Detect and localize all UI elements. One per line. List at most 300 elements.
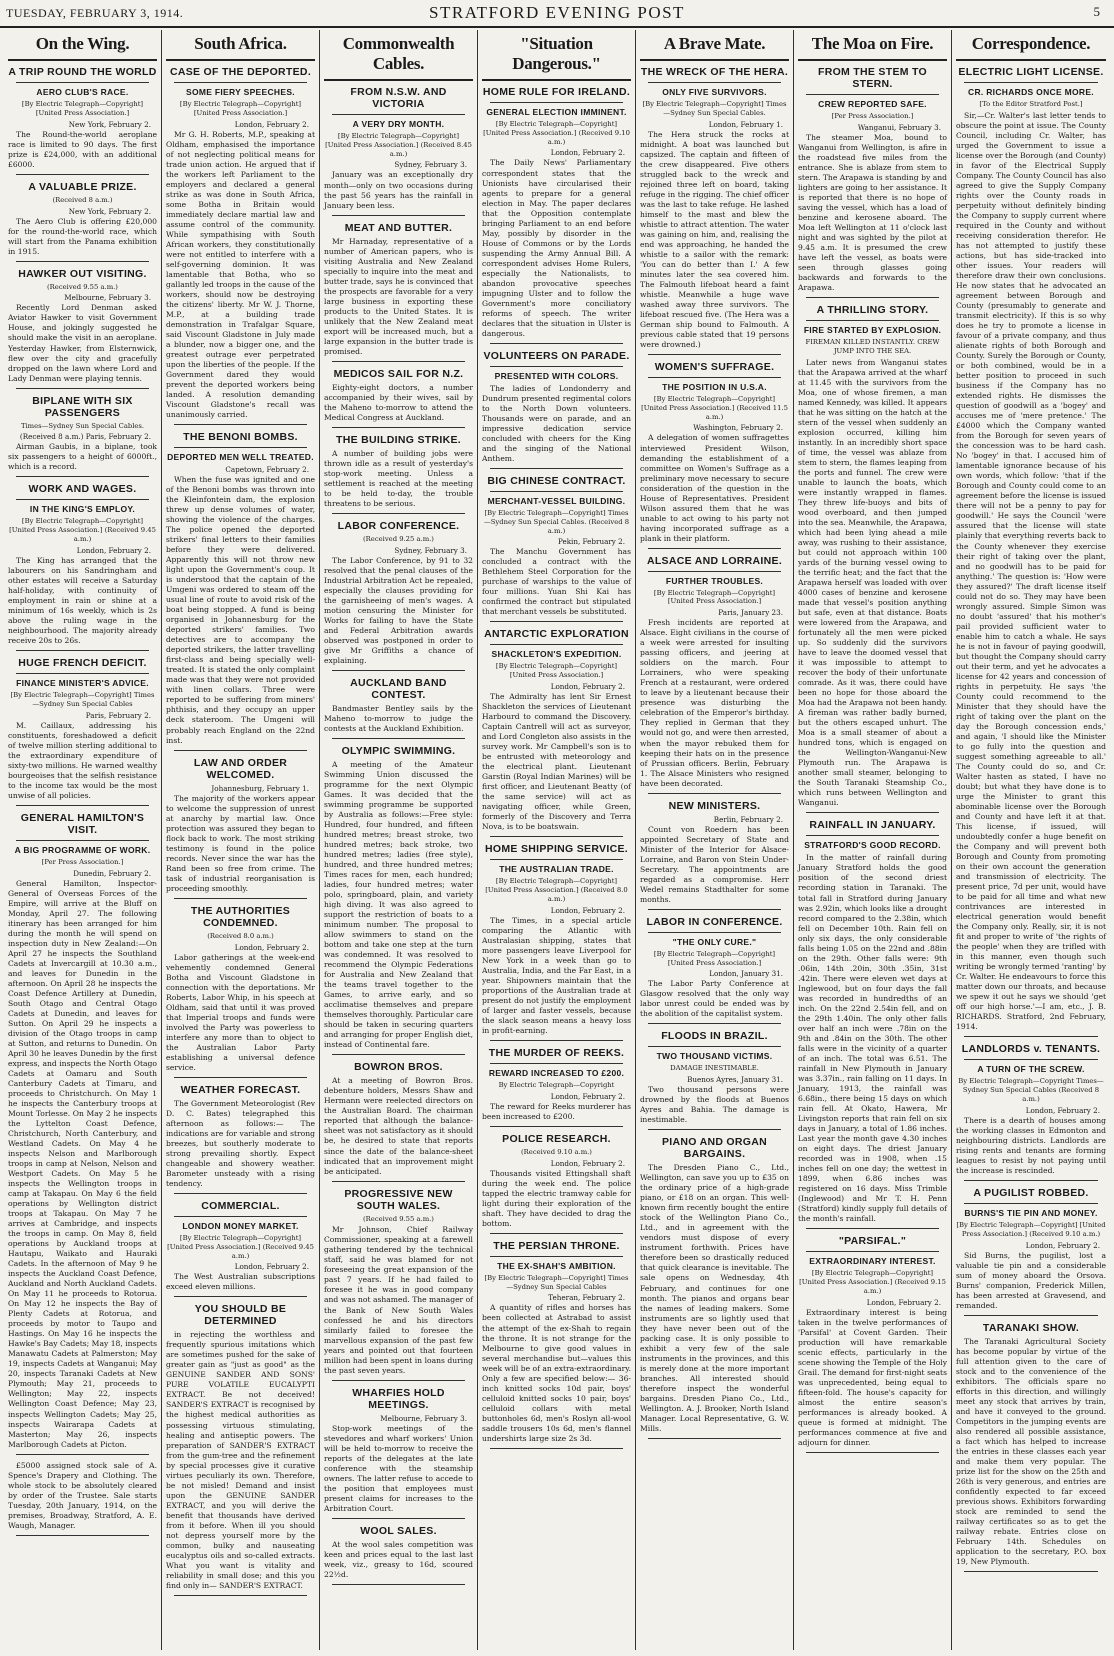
- story-byline: (Received 9.10 a.m.): [521, 1147, 592, 1156]
- story-divider: [16, 650, 149, 651]
- story-headline: ALSACE AND LORRAINE.: [646, 554, 783, 567]
- headline-rule: [964, 1203, 1098, 1204]
- story-divider: [332, 1181, 465, 1182]
- headline-rule: [490, 859, 623, 860]
- story-headline: THE BUILDING STRIKE.: [335, 433, 461, 446]
- story-divider: [806, 297, 939, 298]
- story-subheadline: FURTHER TROUBLES.: [665, 575, 764, 586]
- news-story: [324, 222, 473, 362]
- column-heading: "Situation Dangerous.": [482, 30, 631, 81]
- story-body: The steamer Moa, bound to Wanganui from Wellington, is afire in the roadstead five miles from the entrance. She is ablaze from stem to stern. The Arapawa is standing by and lighters are going to her assistance. It is reported that there is no hope of saving the vessel, which has a load of benzine and kerosene aboard. The Moa left Wellington at 11 o'clock last night and was sighted by the pilot at 9.45 a.m. It is presumed the crew have left the vessel, as boats were seen through glasses going backwards and forwards to the Arapawa.: [798, 132, 947, 293]
- story-divider: [332, 1054, 465, 1055]
- story-headline: YOU SHOULD BE DETERMINED: [194, 1303, 287, 1328]
- story-body: The Admiralty has lent Sir Ernest Shackleton the services of Lieutenant Harbourd to command the Discovery. Captain Cantrell will act as surveyor, and Lord Congleton also assists in the survey work. Mr Campbell's son is to be entrusted with meteorology and the electrical plant. Lieutenant Garstin (Royal Indian Marines) will be first officer, and Lieutenant Beatty (of the same service) will act as navigating officer, while Green, formerly of the Discovery and Terra Nova, is to be boatswain.: [482, 692, 631, 832]
- story-headline: A VALUABLE PRIZE.: [28, 180, 137, 193]
- headline-rule: [806, 1251, 939, 1252]
- story-body: The West Australian subscriptions exceed eleven millions.: [166, 1272, 315, 1292]
- news-story: [324, 368, 473, 428]
- news-story: [166, 66, 315, 425]
- story-divider: [806, 1228, 939, 1229]
- story-body: January was an exceptionally dry month—only on two occasions during the past 56 years has the rainfall in January been less.: [324, 170, 473, 210]
- story-byline: [By Electric Telegraph—Copyright] [United Press Association.]: [179, 100, 302, 117]
- story-headline: BOWRON BROS.: [354, 1061, 443, 1074]
- story-headline: ELECTRIC LIGHT LICENSE.: [958, 66, 1104, 78]
- story-headline: THE WRECK OF THE HERA.: [640, 66, 789, 78]
- story-body: The Hera struck the rocks at midnight. A boat was launched but capsized. The captain and fifteen of the crew disappeared. Five others struggled back to the wreck and rejoined three left on board, taking refuge in the rigging. The chief officer was the last to take refuge. He lashed himself to the mast and blew the whistle to attract attention. The water was gaining on him, and, realising the end was approaching, he handed the whistle to a sailor with the remark: 'You can do better than I.' A few minutes later the sea covered him. The Falmouth lifeboat heard a faint whistle. Meanwhile a huge wave washed away three survivors. The lifeboat rescued five. (The Hera was a German ship bound to Falmouth. A previous cable stated that 19 persons were drowned.): [640, 129, 789, 349]
- story-body: M. Caillaux, addressing his constituents, foreshadowed a deficit of twelve million sterling additional to the extraordinary expenditure of sixty-two millions. He warned wealthy bourgeoises that the selfish resistance to the income tax would be the most unwise of all policies.: [8, 720, 157, 800]
- story-byline: [By Electric Telegraph—Copyright] Times—Sydney Sun Special Cables: [10, 691, 155, 708]
- story-body: The Manchu Government has concluded a contract with the Bethlehem Steel Corporation for the purchase of warships to the value of four millions. Yuan Shi Kai has confirmed the contract but stipulated that merchant vessels be substituted.: [482, 547, 631, 617]
- story-body: There is a dearth of houses among the working classes in Edmonton and neighbouring districts. Landlords are rising rents and tenants are forming leagues to resist by not paying until the increase is rescinded.: [956, 1115, 1106, 1175]
- story-dateline: Johannesburg, February 1.: [211, 783, 309, 793]
- story-headline: BIG CHINESE CONTRACT.: [487, 474, 626, 487]
- story-headline: BIPLANE WITH SIX PASSENGERS: [32, 394, 133, 419]
- story-headline: HUGE FRENCH DEFICIT.: [18, 657, 147, 670]
- news-story: [640, 916, 789, 1025]
- news-story: [8, 657, 157, 806]
- story-subheadline: DEPORTED MEN WELL TREATED.: [167, 452, 314, 463]
- story-byline: [By Electric Telegraph—Copyright] [United Press Association.] (Received 9.45 a.m.): [9, 517, 156, 544]
- story-body: Fresh incidents are reported at Alsace. Eight civilians in the course of a week were arrested for insulting passing officers, and jeering at soldiers on the march. Four Lorrainers, who were speaking French at a restaurant, were ordered to leave by a lieutenant because their presence was disturbing the celebration of the Emperor's birthday. They replied in German that they would not go, and were then arrested, when the mayor rebuked them for keeping their hats on in the presence of Prussian officers. Berlin, February 1. The Alsace Ministers who resigned have been decorated.: [640, 618, 789, 788]
- story-headline: HAWKER OUT VISITING.: [18, 267, 147, 280]
- headline-rule: [648, 377, 781, 378]
- story-dateline: (Received 8 a.m.) Paris, February 2.: [19, 432, 151, 442]
- headline-rule: [648, 932, 781, 933]
- headline-rule: [490, 1256, 623, 1257]
- news-story: [8, 812, 157, 1455]
- story-divider: [332, 427, 465, 428]
- story-divider: [490, 1448, 623, 1449]
- story-divider: [174, 1193, 307, 1194]
- news-story: [8, 268, 157, 389]
- story-dateline: London, February 2.: [550, 1091, 625, 1101]
- story-divider: [964, 1571, 1098, 1572]
- news-story: [324, 434, 473, 514]
- story-divider: [332, 513, 465, 514]
- story-headline: "PARSIFAL.": [838, 1235, 907, 1248]
- news-story: [956, 1043, 1106, 1181]
- story-headline: PROGRESSIVE NEW SOUTH WALES.: [344, 1187, 453, 1212]
- story-body: Airman Gaubis, in a biplane, took six passengers to a height of 6000ft., which is a record.: [8, 442, 157, 472]
- issue-date: TUESDAY, FEBRUARY 3, 1914.: [6, 6, 184, 20]
- news-story: [166, 905, 315, 1078]
- story-headline: TARANAKI SHOW.: [982, 1321, 1080, 1334]
- story-subheadline: AERO CLUB'S RACE.: [36, 87, 129, 97]
- headline-rule: [648, 571, 781, 572]
- news-story: [640, 800, 789, 910]
- story-headline: LABOR IN CONFERENCE.: [646, 915, 783, 928]
- story-headline: A PUGILIST ROBBED.: [973, 1186, 1089, 1199]
- story-byline: (Received 9.55 a.m.): [363, 1214, 434, 1223]
- story-subheadline: SHACKLETON'S EXPEDITION.: [491, 649, 622, 660]
- story-body: Labor gatherings at the week-end vehemently condemned General Botha and Viscount Gladstone in connection with the deportations. Mr Roberts, Labor Whip, in his speech at Oldham, said that until it was proved that Imperial troops and funds were involved the Party was powerless to interfere any more than to object to the Australian Labor Party establishing a universal defence service.: [166, 952, 315, 1072]
- news-column: [478, 30, 636, 1650]
- story-subheadline: MERCHANT-VESSEL BUILDING.: [487, 495, 626, 506]
- story-body: Sid Burns, the pugilist, lost a valuable tie pin and a considerable sum of money aboard the Orsova. Burns' companion, Frederick Millen, has been arrested at Gravesend, and remanded.: [956, 1250, 1106, 1310]
- story-body: The Aero Club is offering £20,000 for the round-the-world race, which will start from the Panama exhibition in 1915.: [8, 216, 157, 256]
- news-story: [482, 628, 631, 837]
- story-subheadline: EXTRAORDINARY INTEREST.: [809, 1256, 936, 1267]
- story-body: £5000 assigned stock sale of A. Spence's Drapery and Clothing. The whole stock to be absolutely cleared by order of the Trustee. Sale starts Tuesday, 20th January, 1914, on the premises, Broadway, Stratford, A. E. Waugh, Manager.: [8, 1460, 157, 1530]
- story-subheadline: FINANCE MINISTER'S ADVICE.: [16, 678, 149, 689]
- story-divider: [490, 468, 623, 469]
- story-divider: [174, 898, 307, 899]
- story-subheadline: CR. RICHARDS ONCE MORE.: [968, 87, 1094, 97]
- news-column: [320, 30, 478, 1650]
- story-body: The Taranaki Agricultural Society has become popular by virtue of the full attention given to the care of stock and to the convenience of the exhibitors. The officials spare no efforts in this direction, and willingly meet any stock that arrives by train, and have it conveyed to the ground. Competitors in the jumping events are also rendered all possible assistance, a fact which has helped to increase the entries in these classes each year and make them very popular. The prize list for the show on the 25th and 26th is very generous, and entries are confidently expected to far exceed previous shows. Exhibitors forwarding stock are reminded to send the railway certificates so as to get the railway rebate. Entries close on February 14th. Schedules on application to the secretary, P.O. box 19, New Plymouth.: [956, 1336, 1106, 1566]
- headline-rule: [332, 114, 465, 115]
- newspaper-title: STRATFORD EVENING POST: [429, 3, 685, 22]
- story-dateline: London, February 2.: [866, 1297, 941, 1307]
- story-dateline: London, February 2.: [234, 119, 309, 129]
- story-subheadline: GENERAL ELECTION IMMINENT.: [486, 107, 627, 117]
- news-story: [166, 431, 315, 750]
- story-headline: NEW MINISTERS.: [668, 799, 761, 812]
- story-byline: [By Electric Telegraph—Copyright] [United Press Association.] (Received 8.45 a.m.): [325, 132, 472, 158]
- story-subheadline: LONDON MONEY MARKET.: [182, 1220, 299, 1231]
- story-headline: THE AUTHORITIES CONDEMNED.: [190, 904, 291, 929]
- headline-rule: [806, 94, 939, 95]
- news-story: [324, 745, 473, 1055]
- news-story: [324, 520, 473, 671]
- news-story: [8, 483, 157, 651]
- story-divider: [648, 1129, 781, 1130]
- story-dateline: New York, February 2.: [68, 206, 151, 216]
- story-byline: [By Electric Telegraph—Copyright] [United Press Association.] (Received 11.5 a.m.): [641, 395, 788, 421]
- story-divider: [332, 361, 465, 362]
- news-story: [640, 66, 789, 355]
- headline-rule: [490, 366, 623, 367]
- story-subheadline: "THE ONLY CURE.": [672, 936, 757, 947]
- story-byline: [By Electric Telegraph—Copyright] [United Press Association.] (Received 9.10 a.m.): [483, 120, 630, 146]
- news-story: [324, 1188, 473, 1381]
- story-body: Sir,—Cr. Walter's last letter tends to obscure the point at issue. The County Council, including Cr. Walter, has urged the Government to issue a license over the Borough (and County) in favor of the Electrical Supply Company. The County Council has also agreed to give the Supply Company rights over the County roads in perpetuity without definitely binding the Company to supply current where required in the County and without receiving consideration therefor. He has not attempted to justify these actions, but has side-tracked into other issues. Your readers will therefore draw their own conclusions. He now states that he advocated an agreement between Borough and County (presumably to generate and transmit electricity). If this is so why does he try to promote a license in favour of a private company, and thus alienate rights of both Borough and County. Surely the Borough or County, or both combined, would be in a better position to proceed in such business if the Company has no extended rights. He dismisses the question of goodwill as a 'bogey' and accuses me of 'mere pretence.' The £4000 which the Company wanted from the Borough for seven years of the concession was to be hard cash. No 'bogey' in that. I accused him of lamentable ignorance because of his own words, which follow: 'that if the Borough and County could come to an agreement before the license is issued there will not be a penny to pay for goodwill.' He says the Council 'were assured that the license will state plainly that everything reverts back to the County whenever they exercise their right of taking over the plant, and no goodwill has to be paid for anything.' The question is: 'How were they assured?' The draft license itself could not do so. They may have been wrongly assured. Simple Simon was no doubt 'assured' that his mother's pail provided sufficient water to enable him to catch a whale. He says he is not in favour of paying goodwill, but thought the Company should carry out their term, and yet he advocates a license for 42 years and concession of rights in perpetuity. He says 'the County could recommend to the Minister that they should have the right of taking over the plant on the day the Borough concession ends,' and again, 'I should like the Minister to go fully into the question and suggest something agreeable to all.' The County could do so, and Cr. Walter hasten as stated, I have no doubt; but what they have done is to urge the Minister to grant this abominable license over the Borough and County and have left it at that. This license, if issued, will undoubtedly confer a huge benefit on the Company and will prevent both Borough and County from promoting on their own account the generation and transmission of electricity. The present price, 7d per unit, would have to be paid for all time and what new contrivances are interested in electrical generation would benefit the Company only. Really, sir, it is not fit and proper to write of 'the rights of the people' when they are trifled with in this manner, even though such writing be wrongly termed 'ranting' by Cr. Walter. He endeavours to force this matter down our throats, and because we spew it out he says we should 'get off our high horse.'—I am, etc., J. B. RICHARDS. Stratford, 2nd February, 1914.: [956, 110, 1106, 1032]
- story-byline: (Received 9.55 a.m.): [47, 282, 118, 291]
- story-body: The majority of the workers appear to welcome the suppression of unrest at anarchy by martial law. Once protection was assured they began to flock back to work. The most striking testimony is found in the police records. Never since the war has the Rand been so free from crime. The task of industrial reorganisation is proceeding smoothly.: [166, 793, 315, 893]
- headline-rule: [16, 840, 149, 841]
- story-divider: [332, 215, 465, 216]
- story-byline: [By Electric Telegraph—Copyright] [United Press Association.] (Received 9.45 a.m.): [167, 1233, 314, 1260]
- story-dateline: London, February 1.: [708, 119, 783, 129]
- news-story: [324, 1387, 473, 1519]
- story-subheadline: THE AUSTRALIAN TRADE.: [499, 864, 614, 875]
- story-subheadline: FIRE STARTED BY EXPLOSION.: [803, 325, 942, 336]
- news-story: [8, 66, 157, 175]
- story-body: A delegation of women suffragettes interviewed President Wilson, demanding the establishment of a committee on Women's Suffrage as a preliminary move necessary to secure consideration of the question in the House of Representatives. President Wilson assured them that he was unable to act owing to his party not having incorporated suffrage as a plank in their platform.: [640, 433, 789, 543]
- story-byline: [By Electric Telegraph—Copyright] [United Press Association.] (Received 9.10 a.m.): [956, 1220, 1106, 1238]
- story-divider: [648, 548, 781, 549]
- story-headline: RAINFALL IN JANUARY.: [809, 819, 936, 832]
- story-headline: WOMEN'S SUFFRAGE.: [654, 361, 775, 373]
- headline-rule: [964, 1059, 1098, 1060]
- news-story: [798, 1235, 947, 1453]
- story-headline: WORK AND WAGES.: [28, 483, 137, 496]
- story-byline: [By Electric Telegraph—Copyright] Times—Sydney Sun Special Cables. (Received 8 a.m.): [483, 508, 630, 535]
- column-heading: A Brave Mate.: [640, 30, 789, 61]
- story-divider: [16, 1535, 149, 1536]
- news-story: [324, 86, 473, 216]
- story-body: Count von Roedern has been appointed Secretary of State and Minister of the Interior for Alsace-Lorraine, and Baron von Stein Under-Secretary. The appointments are regarded as a compromise. Herr Wedel remains Stadthalter for some months.: [640, 824, 789, 904]
- column-heading: The Moa on Fire.: [798, 30, 947, 61]
- story-divider: [332, 1380, 465, 1381]
- story-headline: WOOL SALES.: [360, 1524, 437, 1537]
- story-dateline: Sydney, February 3.: [394, 545, 467, 555]
- story-divider: [16, 476, 149, 477]
- news-story: [482, 1240, 631, 1449]
- story-byline: (Received 8 a.m.): [52, 195, 113, 204]
- story-body: Mr G. H. Roberts, M.P., speaking at Oldham, emphasised the importance of not neglecting political means for trade union action. He argued that if the workers left Parliament to the employers and declared a general strike as was done in South Africa, some Botha in Britain would immediately declare martial law and assume control of the community. While sympathising with South African workers, they constitutionally were not entitled to interfere with a self-governing dominion. It was lamentable that Botha, who so gallantly led troops in the cause of the workers, should now be destroying the citizens' liberty. Mr W. J. Thorne, M.P., at a building trade demonstration in Trafalgar Square, said Viscount Gladstone in July made a blunder, now a bigger one, and the greatest outrage ever perpetrated upon the liberties of the people. If the Government dared they would prevent the deported workers being landed. A resolution demanding Viscount Gladstone's recall was unanimously carried.: [166, 129, 315, 420]
- story-subheadline: A BIG PROGRAMME OF WORK.: [14, 844, 151, 855]
- news-story: [166, 1084, 315, 1194]
- story-dateline: London, February 2.: [1025, 1240, 1100, 1250]
- story-headline: LABOR CONFERENCE.: [337, 519, 460, 532]
- news-story: [324, 1525, 473, 1585]
- story-divider: [806, 812, 939, 813]
- news-story: [482, 1047, 631, 1127]
- story-dateline: Melbourne, February 3.: [64, 293, 151, 303]
- story-body: The King has arranged that the labourers on his Sandringham and other estates will receive a Saturday half-holiday, with continuity of employment in rain or shine at a minimum of 16s weekly, which is 2s above the ruling wage in the neighbourhood. The majority already receive 20s to 26s.: [8, 555, 157, 646]
- story-body: The Government Meteorologist (Rev D. C. Bates) telegraphed this afternoon as follows:— The indications are for variable and strong breezes, but southerly moderate to strong prevailing shortly. Expect changeable and showery weather. Barometer unsteady with a rising tendency.: [166, 1098, 315, 1188]
- news-story: [166, 1200, 315, 1298]
- news-story: [956, 66, 1106, 1037]
- news-column: [636, 30, 794, 1650]
- column-heading: South Africa.: [166, 30, 315, 61]
- story-dateline: Buenos Ayres, January 31.: [687, 1075, 783, 1085]
- story-dateline: Dunedin, February 2.: [73, 868, 151, 878]
- headline-rule: [806, 320, 939, 321]
- headline-rule: [490, 102, 623, 103]
- story-body: When the fuse was ignited and one of the Benoni bombs was thrown into the Kleinfontein dam, the explosion threw up dense volumes of water, showing the violence of the charges. The police opened the deported strikers' final letters to their families before they were delivered. Apparently this will not throw new light upon the Government's coup. It is understood that the captain of the Umgeni was ordered to steam off the usual line of route to avoid risk of the boat being stopped. A fund is being organised in Johannesburg for the deported strikers' families. Two detectives are to accompany the deported strikers, the latter travelling first-class and being specially well-treated. It is stated the only complaint made was that they were not provided with linen collars. Three were reported to be suffering from miners' phthisis, and they occupy an upper deck stateroom. The Umgeni will probably reach England on the 22nd inst.: [166, 475, 315, 745]
- news-columns: [4, 30, 1110, 1650]
- story-divider: [490, 836, 623, 837]
- story-subheadline: BURNS'S TIE PIN AND MONEY.: [964, 1207, 1098, 1218]
- story-byline: FIREMAN KILLED INSTANTLY. CREW JUMP INTO THE SEA.: [805, 338, 940, 355]
- story-headline: A THRILLING STORY.: [816, 304, 929, 317]
- story-dateline: London, February 2.: [550, 682, 625, 692]
- story-headline: CASE OF THE DEPORTED.: [169, 66, 312, 78]
- headline-rule: [174, 447, 307, 448]
- story-divider: [16, 174, 149, 175]
- news-story: [482, 475, 631, 623]
- story-divider: [332, 1584, 465, 1585]
- story-body: The Round-the-world aeroplane race is limited to 90 days. The first prize is £24,000, with an additional £6000.: [8, 129, 157, 169]
- story-divider: [648, 1023, 781, 1024]
- news-column: [794, 30, 952, 1650]
- story-byline: Times—Sydney Sun Special Cables.: [20, 421, 145, 430]
- story-divider: [490, 1040, 623, 1041]
- story-divider: [16, 388, 149, 389]
- story-dateline: London, February 2.: [234, 942, 309, 952]
- story-dateline: New York, February 2.: [68, 119, 151, 129]
- column-heading: On the Wing.: [8, 30, 157, 61]
- story-headline: MEAT AND BUTTER.: [344, 221, 453, 234]
- story-body: At the wool sales competition was keen and prices equal to the last last week, viz., greasy to 16d, scoured 22½d.: [324, 1539, 473, 1579]
- news-story: [166, 757, 315, 899]
- headline-rule: [964, 82, 1098, 83]
- news-story: [166, 1303, 315, 1595]
- story-headline: GENERAL HAMILTON'S VISIT.: [20, 811, 145, 836]
- story-subheadline: A VERY DRY MONTH.: [352, 119, 445, 129]
- story-divider: [648, 354, 781, 355]
- headline-rule: [648, 1046, 781, 1047]
- story-byline: [By Electric Telegraph—Copyright] [United Press Association.]: [495, 662, 618, 680]
- headline-rule: [16, 499, 149, 500]
- story-divider: [964, 1315, 1098, 1316]
- story-body: The Labor Party Conference at Glasgow resolved that the only way labor unrest could be ended was by the abolition of the capitalist system.: [640, 979, 789, 1019]
- story-subheadline: THE POSITION IN U.S.A.: [662, 382, 767, 392]
- news-story: [482, 86, 631, 344]
- story-divider: [806, 1452, 939, 1453]
- headline-rule: [806, 835, 939, 836]
- story-divider: [332, 738, 465, 739]
- story-headline: FROM N.S.W. AND VICTORIA: [350, 86, 447, 110]
- story-dateline: Paris, February 2.: [85, 710, 151, 720]
- story-headline: THE PERSIAN THRONE.: [493, 1239, 620, 1252]
- story-byline: DAMAGE INESTIMABLE.: [670, 1064, 759, 1073]
- story-subheadline: REWARD INCREASED TO £200.: [488, 1068, 625, 1079]
- masthead: [0, 0, 1114, 28]
- story-dateline: Pekin, February 2.: [557, 537, 625, 547]
- story-byline: [Per Press Association.]: [41, 857, 124, 866]
- story-byline: [Per Press Association.]: [831, 112, 914, 120]
- story-body: Recently Lord Denman asked Aviator Hawker to visit Government House, and jokingly suggested he should make the visit in an aeroplane. Yesterday Hawker, from Elsternwick, flew over the city and gracefully dropped on the lawn where Lord and Lady Denman were playing tennis.: [8, 303, 157, 383]
- news-story: [482, 1133, 631, 1234]
- story-byline: By Electric Telegraph—Copyright: [498, 1081, 615, 1090]
- story-divider: [648, 1438, 781, 1439]
- story-divider: [490, 621, 623, 622]
- headline-rule: [174, 1216, 307, 1217]
- story-subheadline: SOME FIERY SPEECHES.: [186, 87, 295, 97]
- story-divider: [332, 670, 465, 671]
- story-headline: OLYMPIC SWIMMING.: [341, 744, 456, 757]
- story-divider: [490, 1126, 623, 1127]
- story-byline: [By Electric Telegraph—Copyright] [United Press Association.] (Received 9.15 a.m.): [799, 1269, 946, 1295]
- story-body: Bandmaster Bentley sails by the Maheno to-morrow to judge the contests at the Auckland Exhibition.: [324, 703, 473, 733]
- story-subheadline: STRATFORD'S GOOD RECORD.: [804, 840, 941, 851]
- story-subheadline: IN THE KING'S EMPLOY.: [29, 504, 136, 515]
- news-story: [8, 181, 157, 262]
- story-subheadline: THE EX-SHAH'S AMBITION.: [497, 1260, 616, 1271]
- story-headline: PIANO AND ORGAN BARGAINS.: [661, 1136, 768, 1161]
- news-story: [798, 66, 947, 298]
- column-heading: Correspondence.: [956, 30, 1106, 61]
- story-byline: [By Electric Telegraph—Copyright] [United Press Association.] (Received 8.0 a.m.): [485, 877, 628, 904]
- story-body: The reward for Reeks murderer has been increased to £200.: [482, 1101, 631, 1121]
- news-story: [640, 555, 789, 794]
- column-heading: Commonwealth Cables.: [324, 30, 473, 81]
- story-headline: THE MURDER OF REEKS.: [488, 1047, 625, 1060]
- story-divider: [174, 1296, 307, 1297]
- story-headline: WHARFIES HOLD MEETINGS.: [352, 1386, 445, 1411]
- story-headline: LAW AND ORDER WELCOMED.: [193, 756, 288, 781]
- story-dateline: Teheran, February 2.: [548, 1293, 625, 1303]
- story-headline: MEDICOS SAIL FOR N.Z.: [333, 367, 464, 380]
- news-story: [8, 395, 157, 478]
- news-story: [324, 677, 473, 739]
- story-subheadline: PRESENTED WITH COLORS.: [494, 370, 619, 381]
- news-story: [482, 350, 631, 469]
- story-body: The Daily News' Parliamentary correspondent states that the Unionists have circularised their agents to prepare for a general election in May. The paper declares that the Opposition contemplate bringing Parliament to an end before May, possibly by disorder in the House of Commons or by the Lords suspending the Army Annual Bill. A correspondent advises Home Rulers, especially the Nationalists, to abandon provocative speeches impugning Ulster and to follow the Government's more conciliatory reforms of speech. The writer declares that the situation in Ulster is dangerous.: [482, 158, 631, 338]
- story-body: In the matter of rainfall during January Stratford holds the good position of the second driest recording station in Taranaki. The total fall in Stratford during January was 2.92in, which looks like a drought record compared to the 2.38in, which fell on December 10th. Rain fell on only six days, the only considerable falls being 1.05 on the 22nd and .88in on the 29th. Other falls were: 9th .06in, 14th .20in, 30th .35in, 31st .42in. There were eleven wet days at Inglewood, but on four days the fall was recorded in hundredths of an inch. On the 22nd 2.54in fell, and on the 29th 1.40in. The only other falls over half an inch were .78in on the 9th and .84in on the 30th. The other falls were in the vicinity of a quarter of an inch. The total was 6.51. The rainfall in New Plymouth in January was 3.37in., rain falling on 11 days. In January, 1913, the rainfall was 6.68in., there being 15 days on which rain fell. At Okato, Hawera, Mr Livingston reports that rain fell on six days in January, a total of 1.86 inches. Last year the month gave 4.30 inches on eight days. The driest January recorded was in 1908, when .15 inches fell on one day; the wettest in 1899, when 6.86 inches was registered on 16 days. Miss Trimble (Inglewood) and Mr T. H. Penn (Stratford) kindly supply full details of the month's rainfall.: [798, 853, 947, 1223]
- story-headline: HOME RULE FOR IRELAND.: [482, 86, 631, 98]
- page-number: 5: [1093, 4, 1100, 19]
- story-body: General Hamilton, Inspector-General of Overseas Forces of the Empire, will arrive at the Bluff on Monday, April 27. The following itinerary has been arranged for him during the month he will spend on inspection duty in New Zealand:—On April 27 he inspects the Southland Cadets at Invercargill at 10.30 a.m., and leaves for Dunedin in the afternoon. On April 28 he inspects the Coast Defence Artillery at Dunedin, South Otago and Central Otago Cadets at Dunedin, and leaves for Sutton. On April 29 he inspects a division of the Otago troops in camp at Sutton, and returns to Dunedin. On April 30 he leaves Dunedin by the first express, and inspects the North Otago Cadets at Oamaru and South Canterbury Cadets at Timaru, and proceeds to Christchurch. On May 1 he inspects the Canterbury troops at Mount Torlesse. On May 2 he inspects the Lyttelton Coast Defence, Christchurch, North Canterbury, and Westland Cadets. On May 4 he inspects Nelson and Marlborough troops in camp at Nelson, Nelson and Westport Cadets. On May 5 he inspects the Wellington troops in camp at Takapau. On May 6 the field operations by Wellington district troops at Takapau. On May 7 he arrives at Cambridge, and inspects the troops in camp. On May 8, field operations by Auckland troops at Hautapu, Waikato and Hauraki Cadets. In the afternoon of May 9 he inspects the Auckland Coast Defence, Auckland and North Auckland Cadets. On May 11 he proceeds to Rotorua. On May 12 he inspects the Bay of Plenty Cadets at Rotorua, and proceeds by motor to Taupo and Hastings. On May 16 he inspects the Hawke's Bay Cadets; May 18, inspects Manawatu Cadets at Palmerston; May 19, inspects Cadets at Wanganui; May 20, inspects Taranaki Cadets at New Plymouth; May 21, proceeds to Wellington; May 22, inspects Wellington Coast Defence; May 23, inspects Wellington Cadets; May 25, inspects Wairarapa Cadets at Masterton; May 26, inspects Marlborough Cadets at Picton.: [8, 878, 157, 1449]
- headline-rule: [648, 82, 781, 83]
- story-body: Stop-work meetings of the stevedores and wharf workers' Union will be held to-morrow to receive the reports of the delegates at the late conference with the steamship owners. The latter refuse to accede to the position that employees must present claims for increases to the Arbitration Court.: [324, 1423, 473, 1513]
- story-byline: [By Electric Telegraph—Copyright] [United Press Association.]: [653, 949, 776, 967]
- story-body: The ladies of Londonderry and Dundrum presented regimental colors to the North Down volunteers. Thousands were on parade, and an impressive dedication service concluded with cheers for the King and the singing of the National Anthem.: [482, 383, 631, 463]
- story-subheadline: ONLY FIVE SURVIVORS.: [662, 87, 767, 97]
- news-story: [324, 1061, 473, 1181]
- story-divider: [648, 793, 781, 794]
- story-dateline: Paris, January 23.: [718, 608, 783, 618]
- story-headline: ANTARCTIC EXPLORATION: [484, 628, 629, 641]
- headline-rule: [490, 491, 623, 492]
- story-headline: FROM THE STEM TO STERN.: [817, 66, 928, 90]
- news-story: [956, 1322, 1106, 1572]
- headline-rule: [174, 82, 307, 83]
- story-subheadline: A TURN OF THE SCREW.: [977, 1064, 1085, 1075]
- story-dateline: London, February 2.: [550, 148, 625, 158]
- story-body: The Dresden Piano C., Ltd., Wellington, can save you up to £35 on the ordinary price of a high-grade piano, or £18 on an organ. This well-known firm recently bought the entire stock of the Wellington Piano Co., Ltd., and in agreement with the vendors must dispose of every instrument forthwith. Prices have therefore been so drastically reduced that quick clearance is inevitable. The sale opens on Wednesday, 4th February, and continues for one month. The pianos and organs bear the names of leading makers. Some instruments are so lightly used that they have never been out of the packing case. It is only possible to exhibit a very few of the sale instruments in the provinces, and this is merely done at the more important branches. All interested should therefore inspect the wonderful bargains. Dresden Piano Co., Ltd., Wellington. A. J. Brooker, North Island Manager. Local Representative, G. W. Mills.: [640, 1163, 789, 1433]
- story-divider: [174, 424, 307, 425]
- story-divider: [490, 343, 623, 344]
- story-subheadline: CREW REPORTED SAFE.: [818, 99, 927, 109]
- story-byline: (Received 9.25 a.m.): [363, 534, 434, 543]
- story-divider: [174, 1595, 307, 1596]
- news-story: [798, 304, 947, 813]
- story-headline: LANDLORDS v. TENANTS.: [961, 1043, 1101, 1056]
- story-body: Mr Harnaday, representative of a number of American papers, who is visiting Australia and New Zealand specially to inquire into the meat and butter trade, says he is convinced that the prospects are favorable for a very large business in exporting these products to the United States. It is unlikely that the New Zealand meat export will be increased much, but a large expansion in the butter trade is promised.: [324, 236, 473, 356]
- story-dateline: London, February 2.: [76, 545, 151, 555]
- story-byline: [To the Editor Stratford Post.]: [979, 100, 1083, 108]
- story-headline: THE BENONI BOMBS.: [183, 431, 298, 444]
- news-story: [482, 843, 631, 1041]
- news-story: [798, 819, 947, 1229]
- story-dateline: Sydney, February 3.: [394, 160, 467, 170]
- story-headline: POLICE RESEARCH.: [502, 1132, 611, 1145]
- story-headline: WEATHER FORECAST.: [180, 1083, 301, 1096]
- news-story: [640, 1136, 789, 1438]
- news-column: [4, 30, 162, 1650]
- story-divider: [964, 1180, 1098, 1181]
- story-body: Mr Johnson, Chief Railway Commissioner, speaking at a farewell gathering tendered by the technical staff, said he was blamed for not foreseeing the great expansion of the past 7 years. If he had failed to foresee it he was in good company and was not ashamed. The manager of the Bank of New South Wales confessed he and his directors similarly failed to foresee the marvellous expansion of the past few years and pointed out that fourteen million had been spent in loans during the past seven years.: [324, 1225, 473, 1375]
- story-divider: [16, 805, 149, 806]
- story-body: Eighty-eight doctors, a number accompanied by their wives, sail by the Maheno to-morrow to attend the Medical Congress at Auckland.: [324, 382, 473, 422]
- story-dateline: Washington, February 2.: [693, 423, 783, 433]
- story-subheadline: TWO THOUSAND VICTIMS.: [656, 1051, 773, 1062]
- story-dateline: London, January 31.: [709, 969, 783, 979]
- headline-rule: [16, 82, 149, 83]
- story-dateline: Wanganui, February 3.: [857, 122, 941, 132]
- news-column: [162, 30, 320, 1650]
- story-divider: [648, 909, 781, 910]
- story-byline: [By Electric Telegraph—Copyright] Times—Sydney Sun Special Cables.: [642, 100, 787, 117]
- story-headline: HOME SHIPPING SERVICE.: [485, 843, 628, 856]
- story-divider: [174, 1077, 307, 1078]
- story-body: The Times, in a special article comparing the Atlantic with Australasian shipping, states that more passengers leave Liverpool for New York in a week than go to Australia, India, and the Far East, in a year. Shipowners maintain that the proportions of the Australian trade at present do not justify the employment of larger and faster vessels, because the slack season means a heavy loss in profit-earning.: [482, 915, 631, 1036]
- news-story: [956, 1187, 1106, 1316]
- story-body: Extraordinary interest is being taken in the twelve performances of 'Parsifal' at Covent Garden. Their production will have remarkable scenic effects, particularly in the scene showing the Temple of the Holy Grail. The demand for first-night seats was unprecedented, being equal to fifteen-fold. The house's capacity for almost the entire season's performances is already booked. A queue is formed at midnight. The performances commence at five and adjourn for dinner.: [798, 1307, 947, 1447]
- story-body: The Labor Conference, by 91 to 32 resolved that the penal clauses of the Industrial Arbitration Act be repealed, especially the clauses providing for the garnisheeing of men's wages. A motion censuring the Minister for Works for failing to have the State and Federal Arbitration awards observed was postponed in order to give Mr Griffiths a chance of explaining.: [324, 555, 473, 665]
- story-byline: [By Electric Telegraph—Copyright] Times—Sydney Sun Special Cables: [484, 1273, 629, 1291]
- story-dateline: London, February 2.: [550, 1158, 625, 1168]
- story-divider: [490, 1233, 623, 1234]
- story-divider: [16, 261, 149, 262]
- news-column: [952, 30, 1110, 1650]
- story-divider: [174, 750, 307, 751]
- story-body: in rejecting the worthless and frequently spurious imitations which are sometimes pushed for the sake of greater gain as "just as good" as the GENUINE SANDER AND SONS' PURE VOLATILE EUCALYPTI EXTRACT. Be not deceived! SANDER'S EXTRACT is recognised by the highest medical authorities as possessing virtuous stimulating, healing and antiseptic powers. The preparation of SANDER'S EXTRACT from the gum-tree and the refinement by special processes give it curative virtues peculiarly its own. Therefore, be not misled! Demand and insist upon the GENUINE SANDER EXTRACT, and you will derive the benefit that thousands have derived from it before. When ill you should not depress yourself more by the common, bulky and nauseating eucalyptus oils and so-called extracts. What you want is vitality and reliability in small dose; and this you find only in— SANDER'S EXTRACT.: [166, 1330, 315, 1590]
